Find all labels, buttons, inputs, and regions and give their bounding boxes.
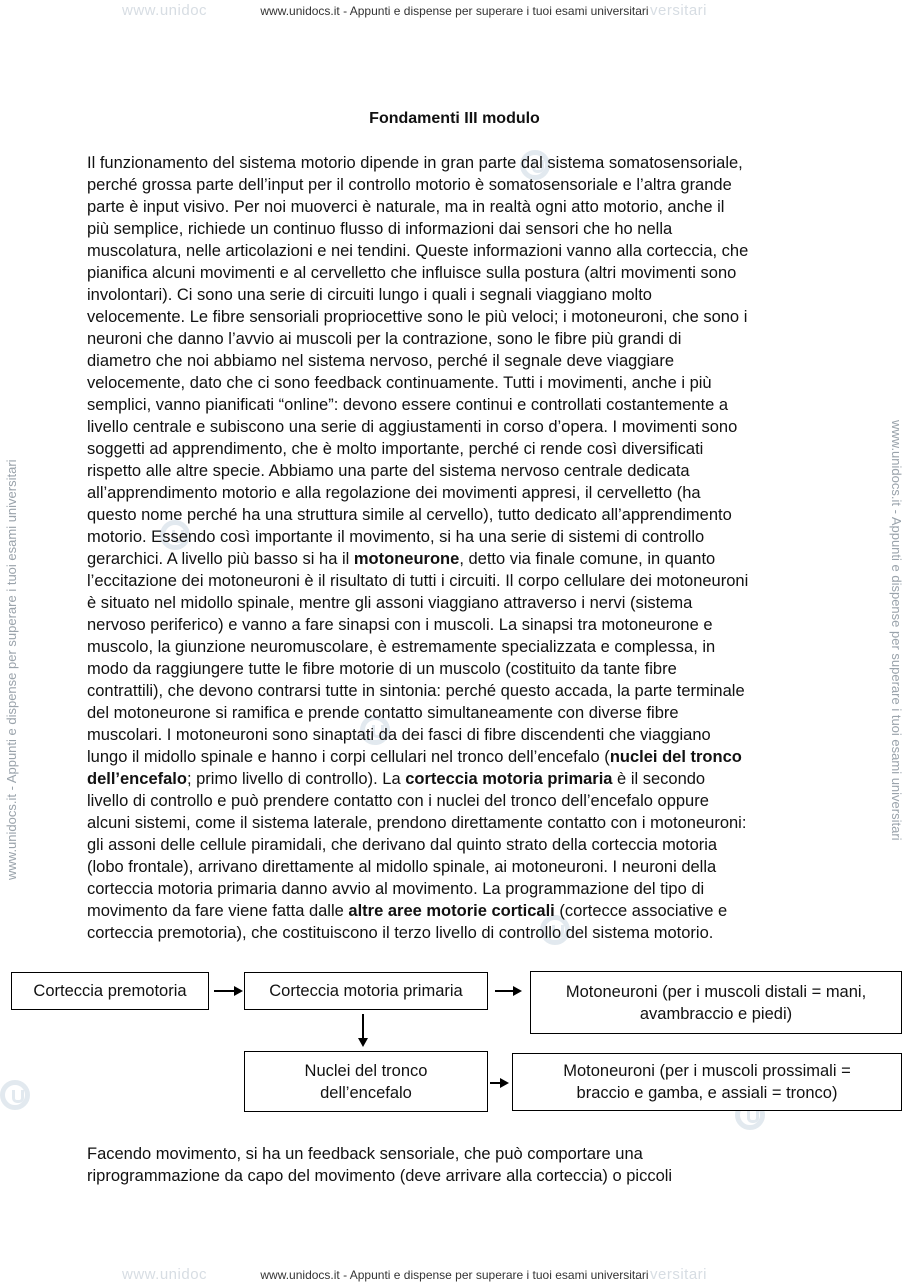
bold-term: altre aree motorie corticali [348, 902, 555, 920]
text-run: velocemente, dato che ci sono feedback continuamente. Tutti i movimenti, anche i più [87, 374, 712, 392]
text-line [87, 680, 827, 702]
text-line [87, 328, 827, 350]
text-run: muscolari. I motoneuroni sono sinaptati da dei fasci di fibre discendenti che viaggiano [87, 726, 711, 744]
watermark-footer-text: www.unidocs.it - Appunti e dispense per superare i tuoi esami universitari [260, 1268, 649, 1282]
text-run: ; primo livello di controllo). La [186, 770, 406, 788]
text-line [87, 306, 827, 328]
bold-term: motoneurone [353, 550, 460, 568]
text-run: questo nome perché ha una struttura simile al cervello), tutto dedicato all’apprendimento [87, 506, 732, 524]
text-run: livello di controllo e può prendere contatto con i nuclei del tronco dell’encefalo oppure [87, 792, 709, 810]
text-line [87, 174, 827, 196]
text-line [87, 922, 827, 944]
text-run: velocemente. Le fibre sensoriali propriocettive sono le più veloci; i motoneuroni, che sono i [87, 308, 748, 326]
box-label-line: dell’encefalo [320, 1083, 412, 1102]
text-run: l’eccitazione dei motoneuroni è il risultato di tutti i circuiti. Il corpo cellulare dei motoneuroni [87, 572, 749, 590]
text-run: è il secondo [612, 770, 706, 788]
text-run: lungo il midollo spinale e hanno i corpi cellulari nel tronco dell’encefalo ( [87, 748, 610, 766]
bold-term: nuclei del tronco [609, 748, 742, 766]
arrow-primaria-to-motoneuroni-distali [495, 990, 515, 992]
box-label-line: Motoneuroni (per i muscoli prossimali = [563, 1062, 851, 1080]
arrow-head-icon [358, 1038, 368, 1047]
text-line [87, 504, 827, 526]
text-run: modo da raggiungere tutte le fibre motorie di un muscolo (costituito da tante fibre [87, 660, 677, 678]
text-run: più semplice, richiede un continuo flusso di informazioni dai sensori che ho nella [87, 220, 673, 238]
text-run: movimento da fare viene fatta dalle [87, 902, 349, 920]
page-title: Fondamenti III modulo [369, 110, 540, 127]
bold-term: corteccia motoria primaria [405, 770, 613, 788]
text-line [87, 482, 827, 504]
text-run: Il funzionamento del sistema motorio dipende in gran parte dal sistema somatosensoriale, [87, 154, 743, 172]
text-run: diametro che noi abbiamo nel sistema nervoso, perché il segnale deve viaggiare [87, 352, 675, 370]
text-run: involontari). Ci sono una serie di circuiti lungo i quali i segnali viaggiano molto [87, 286, 652, 304]
text-line [87, 350, 827, 372]
text-line [87, 548, 827, 570]
text-run: corteccia motoria primaria danno avvio al movimento. La programmazione del tipo di [87, 880, 705, 898]
text-run: contrattili), che devono contrarsi tutte in sintonia: perché questo accada, la parte terminale [87, 682, 745, 700]
box-label-line: avambraccio e piedi) [639, 1004, 793, 1023]
text-run: perché grossa parte dell’input per il controllo motorio è somatosensoriale e l’altra grande [87, 176, 732, 194]
watermark-faint-right: versitari [650, 1266, 708, 1283]
text-line [87, 438, 827, 460]
box-label-line: Corteccia motoria primaria [269, 982, 463, 1000]
text-line [87, 570, 827, 592]
watermark-header [0, 4, 909, 18]
text-run: (lobo frontale), arrivano direttamente al midollo spinale, ai motoneuroni. I neuroni della [87, 858, 717, 876]
text-run: alcuni sistemi, come il sistema laterale, prendono direttamente contatto con i motoneuroni: [87, 814, 747, 832]
text-run: nervoso periferico) e vanno a fare sinapsi con i muscoli. La sinapsi tra motoneurone e [87, 616, 713, 634]
text-line [87, 394, 827, 416]
text-run: muscolatura, nelle articolazioni e nei tendini. Queste informazioni vanno alla corteccia, che [87, 242, 749, 260]
text-line [87, 614, 827, 636]
text-line [87, 240, 827, 262]
text-run: del motoneurone si ramifica e prende contatto simultaneamente con diverse fibre [87, 704, 679, 722]
body-paragraph [87, 152, 827, 944]
box-motoneuroni-distali [530, 971, 902, 1034]
text-run: , detto via finale comune, in quanto [459, 550, 716, 568]
box-label-line: braccio e gamba, e assiali = tronco) [576, 1084, 838, 1102]
text-line [87, 152, 827, 174]
text-run: livello centrale e subiscono una serie di aggiustamenti in corso d’opera. I movimenti sono [87, 418, 738, 436]
text-run: semplici, vanno pianificati “online”: devono essere continui e controllati costantemente a [87, 396, 729, 414]
text-line [87, 262, 827, 284]
arrow-primaria-to-nuclei [362, 1014, 364, 1040]
text-run: gerarchici. A livello più basso si ha il [87, 550, 354, 568]
box-nuclei-tronco-encefalo [244, 1051, 488, 1112]
text-run: gli assoni delle cellule piramidali, che derivano dal quinto strato della corteccia motoria [87, 836, 718, 854]
text-run: neuroni che danno l’avvio ai muscoli per la contrazione, sono le fibre più grandi di [87, 330, 682, 348]
box-corteccia-motoria-primaria [244, 972, 488, 1010]
watermark-faint-right: versitari [650, 2, 708, 19]
text-line [87, 878, 827, 900]
box-motoneuroni-prossimali [512, 1053, 902, 1111]
text-line [87, 218, 827, 240]
text-line [87, 636, 827, 658]
text-line [87, 768, 827, 790]
text-line [87, 526, 827, 548]
text-line [87, 900, 827, 922]
text-line [87, 284, 827, 306]
text-run: rispetto alle altre specie. Abbiamo una parte del sistema nervoso centrale dedicata [87, 462, 690, 480]
text-run: (cortecce associative e [554, 902, 728, 920]
box-corteccia-premotoria [11, 972, 209, 1010]
watermark-footer [0, 1268, 909, 1282]
text-run: è situato nel midollo spinale, mentre gli assoni viaggiano attraverso i nervi (sistema [87, 594, 693, 612]
text-line [87, 834, 827, 856]
arrow-premotoria-to-primaria [214, 990, 236, 992]
watermark-side-left: www.unidocs.it - Appunti e dispense per superare i tuoi esami universitari [4, 459, 19, 880]
arrow-head-icon [234, 986, 243, 996]
text-line [87, 460, 827, 482]
text-line [87, 746, 827, 768]
text-run: corteccia premotoria), che costituiscono il terzo livello di controllo del sistema motorio. [87, 924, 714, 942]
text-line [87, 856, 827, 878]
box-label-line: Nuclei del tronco [304, 1061, 428, 1080]
text-line [87, 592, 827, 614]
text-run: muscolo, la giunzione neuromuscolare, è estremamente specializzata e complessa, in [87, 638, 716, 656]
text-line [87, 416, 827, 438]
bold-term: dell’encefalo [87, 770, 187, 788]
watermark-side-right: www.unidocs.it - Appunti e dispense per superare i tuoi esami universitari [889, 420, 904, 841]
watermark-faint-left: www.unidoc [122, 1266, 208, 1283]
text-run: soggetti ad apprendimento, che è molto importante, perché ci rende così diversificati [87, 440, 704, 458]
watermark-header-text: www.unidocs.it - Appunti e dispense per superare i tuoi esami universitari [260, 4, 649, 18]
text-run: pianifica alcuni movimenti e al cervelletto che influisce sulla postura (altri movimenti sono [87, 264, 737, 282]
text-line [87, 372, 827, 394]
text-line [87, 790, 827, 812]
text-run: parte è input visivo. Per noi muoverci è naturale, ma in realtà ogni atto motorio, anche il [87, 198, 725, 216]
watermark-logo-icon [0, 1080, 30, 1110]
text-line [87, 658, 827, 680]
arrow-head-icon [500, 1078, 509, 1088]
closing-paragraph [87, 1143, 827, 1187]
text-run: motorio. Essendo così importante il movimento, si ha una serie di sistemi di controllo [87, 528, 705, 546]
text-line: riprogrammazione da capo del movimento (deve arrivare alla corteccia) o piccoli [87, 1167, 673, 1185]
watermark-faint-left: www.unidoc [122, 2, 208, 19]
text-line: Facendo movimento, si ha un feedback sensoriale, che può comportare una [87, 1145, 643, 1163]
text-line [87, 812, 827, 834]
box-label-line: Motoneuroni (per i muscoli distali = mani, [565, 982, 867, 1001]
text-run: all’apprendimento motorio e alla regolazione dei movimenti appresi, il cervelletto (ha [87, 484, 701, 502]
text-line [87, 196, 827, 218]
arrow-head-icon [513, 986, 522, 996]
box-label-line: Corteccia premotoria [33, 982, 187, 1000]
text-line [87, 724, 827, 746]
text-line [87, 702, 827, 724]
